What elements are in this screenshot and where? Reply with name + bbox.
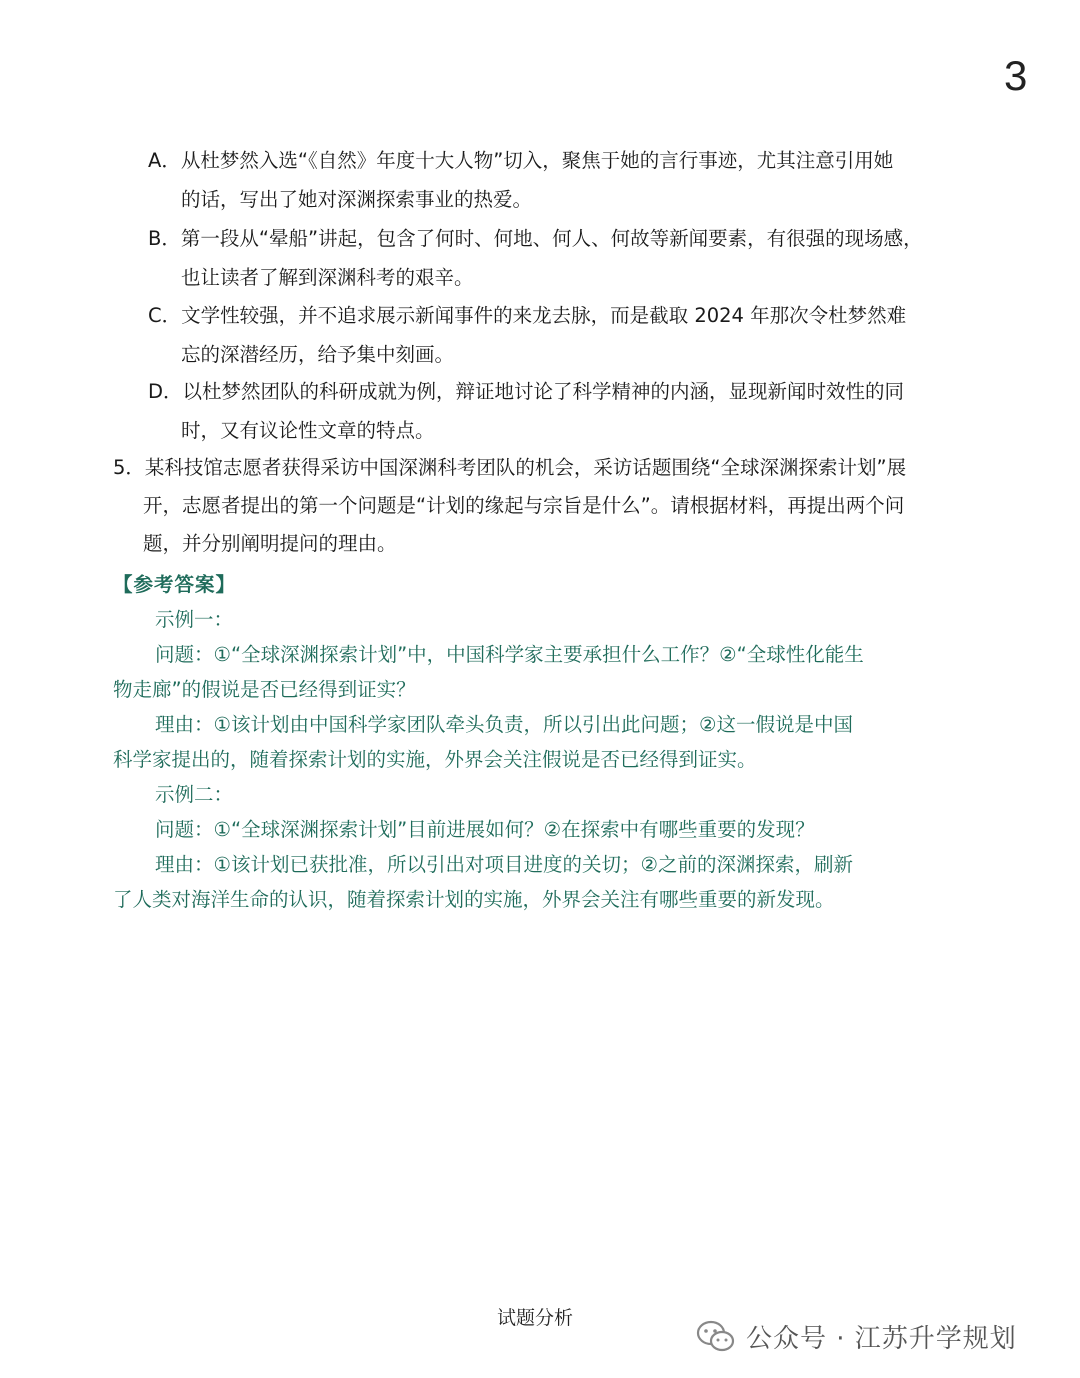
- wechat-account-name: 公众号 · 江苏升学规划: [746, 1324, 1017, 1354]
- option-d-line2: 时，又有议论性文章的特点。: [181, 419, 435, 442]
- example1-question-line2: 物走廊”的假说是否已经得到证实？: [113, 678, 416, 701]
- question-5-line3: 题，并分别阐明提问的理由。: [143, 532, 397, 555]
- question-5-line1: 5．某科技馆志愿者获得采访中国深渊科考团队的机会，采访话题围绕“全球深渊探索计划”展: [113, 456, 907, 479]
- page-number: 3: [1004, 52, 1028, 99]
- footer-label: 试题分析: [497, 1307, 574, 1329]
- option-a-line1: A．从杜梦然入选“《自然》年度十大人物”切入，聚焦于她的言行事迹，尤其注意引用她: [148, 149, 894, 172]
- example1-label: 示例一：: [155, 608, 234, 631]
- example2-question-line1: 问题：①“全球深渊探索计划”目前进展如何？②在探索中有哪些重要的发现？: [155, 818, 815, 841]
- option-b-line1: B．第一段从“晕船”讲起，包含了何时、何地、何人、何故等新闻要素，有很强的现场感，: [148, 227, 923, 250]
- option-d: [148, 372, 988, 450]
- example1-reason-line2: 科学家提出的，随着探索计划的实施，外界会关注假说是否已经得到证实。: [113, 748, 757, 771]
- option-b-line2: 也让读者了解到深渊科考的艰辛。: [181, 266, 474, 289]
- wechat-icon: [696, 1320, 736, 1354]
- option-c-line2: 忘的深潜经历，给予集中刻画。: [181, 343, 455, 366]
- option-c: [148, 296, 988, 374]
- example1-question-line1: 问题：①“全球深渊探索计划”中，中国科学家主要承担什么工作？②“全球性化能生: [155, 643, 864, 666]
- option-b: [148, 219, 988, 297]
- example2-label: 示例二：: [155, 783, 234, 806]
- option-a-line2: 的话，写出了她对深渊探索事业的热爱。: [181, 188, 533, 211]
- example2-reason-line2: 了人类对海洋生命的认识，随着探索计划的实施，外界会关注有哪些重要的新发现。: [113, 888, 835, 911]
- option-d-line1: D．以杜梦然团队的科研成就为例，辩证地讨论了科学精神的内涵，显现新闻时效性的同: [148, 380, 905, 403]
- example1-reason-line1: 理由：①该计划由中国科学家团队牵头负责，所以引出此问题；②这一假说是中国: [155, 713, 853, 736]
- answer-heading: 【参考答案】: [113, 573, 237, 596]
- answer-body: [113, 602, 993, 917]
- option-c-line1: C．文学性较强，并不追求展示新闻事件的来龙去脉，而是截取 2024 年那次令杜梦然难: [148, 304, 907, 327]
- wechat-watermark: [696, 1318, 1017, 1355]
- example2-reason-line1: 理由：①该计划已获批准，所以引出对项目进度的关切；②之前的深渊探索，刷新: [155, 853, 853, 876]
- question-5-line2: 开，志愿者提出的第一个问题是“计划的缘起与宗旨是什么”。请根据材料，再提出两个问: [143, 494, 905, 517]
- question-5: [113, 449, 993, 563]
- option-a: [148, 141, 988, 219]
